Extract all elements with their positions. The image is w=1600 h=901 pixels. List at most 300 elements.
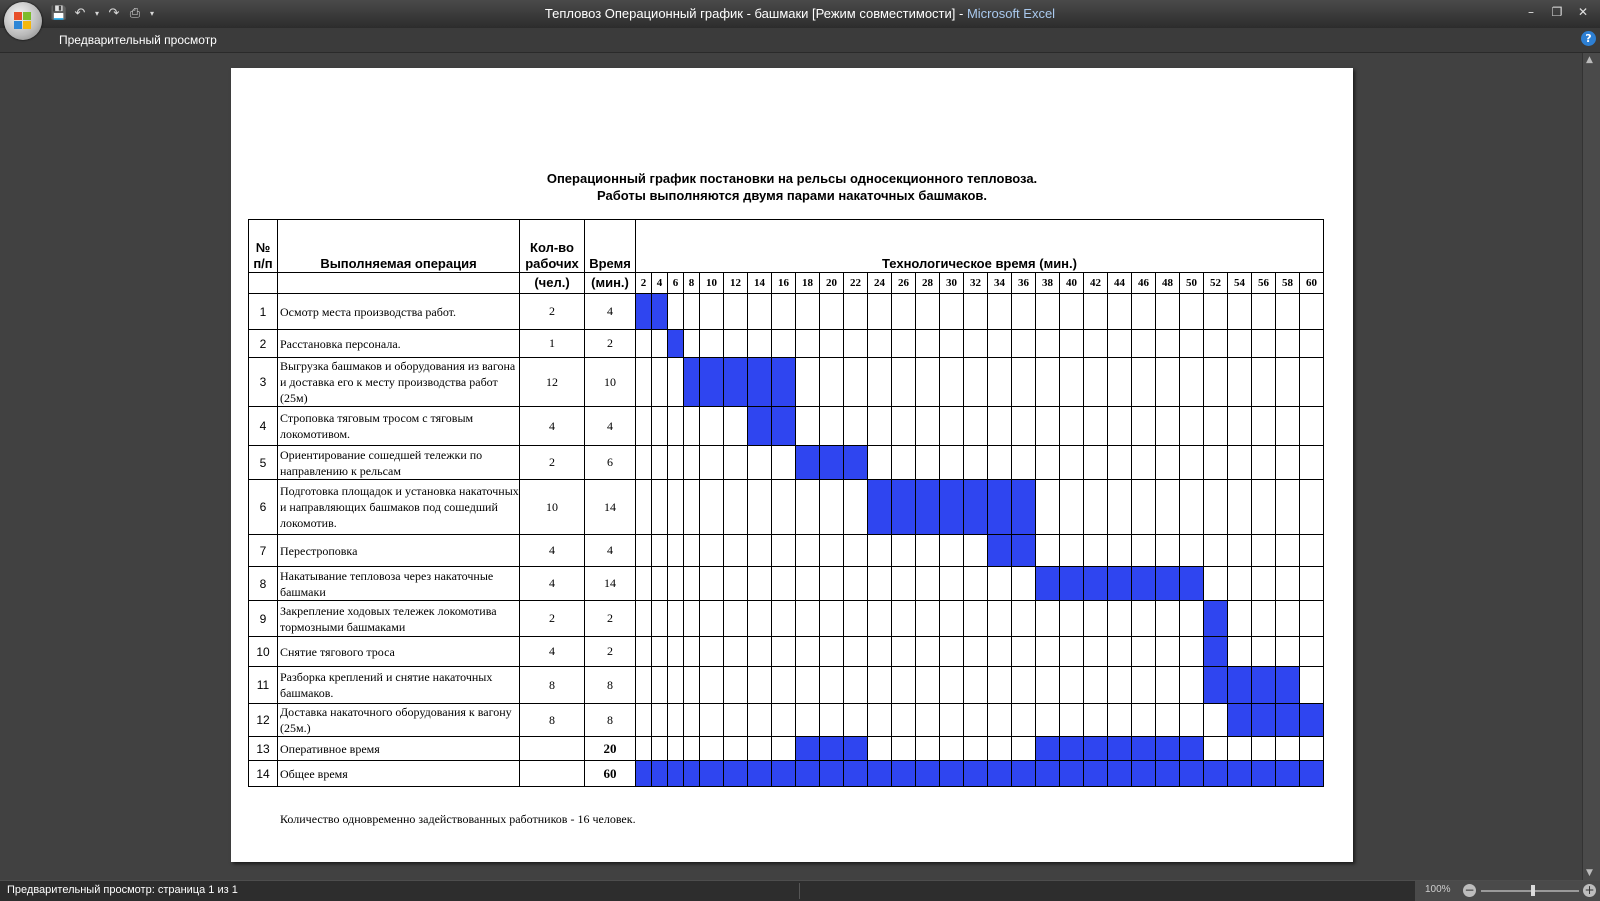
operation-name: Подготовка площадок и установка накаточных и направляющих башмаков под сошедший локомотив.: [278, 480, 520, 535]
time-tick: 32: [964, 273, 988, 294]
operation-name: Оперативное время: [278, 737, 520, 761]
undo-dropdown-icon[interactable]: ▾: [94, 9, 99, 18]
status-divider: [799, 883, 800, 899]
gantt-bar-cell: [684, 358, 700, 407]
office-button[interactable]: [4, 2, 42, 40]
minimize-icon[interactable]: –: [1528, 5, 1534, 19]
gantt-bar-cell: [1132, 567, 1156, 601]
gantt-cell: [684, 446, 700, 480]
scroll-down-icon[interactable]: ▼: [1586, 868, 1593, 878]
gantt-bar-cell: [796, 446, 820, 480]
zoom-level[interactable]: 100%: [1425, 884, 1451, 895]
gantt-bar-cell: [1252, 704, 1276, 737]
gantt-cell: [844, 480, 868, 535]
gantt-bar-cell: [1204, 601, 1228, 637]
gantt-cell: [796, 601, 820, 637]
gantt-cell: [1252, 637, 1276, 667]
gantt-cell: [1012, 567, 1036, 601]
gantt-bar-cell: [844, 761, 868, 787]
duration: 4: [585, 407, 636, 446]
gantt-cell: [988, 294, 1012, 330]
gantt-cell: [844, 601, 868, 637]
gantt-cell: [724, 446, 748, 480]
gantt-cell: [1108, 446, 1132, 480]
time-tick: 16: [772, 273, 796, 294]
time-tick: 48: [1156, 273, 1180, 294]
gantt-cell: [1300, 330, 1324, 358]
operation-name: Накатывание тепловоза через накаточные башмаки: [278, 567, 520, 601]
gantt-cell: [940, 446, 964, 480]
gantt-bar-cell: [652, 761, 668, 787]
gantt-cell: [892, 294, 916, 330]
gantt-cell: [1180, 330, 1204, 358]
gantt-cell: [636, 446, 652, 480]
gantt-cell: [1036, 637, 1060, 667]
gantt-cell: [724, 330, 748, 358]
row-number: 3: [249, 358, 278, 407]
gantt-cell: [1252, 407, 1276, 446]
gantt-cell: [916, 407, 940, 446]
gantt-cell: [684, 737, 700, 761]
duration: 20: [585, 737, 636, 761]
gantt-cell: [1252, 480, 1276, 535]
gantt-cell: [940, 358, 964, 407]
gantt-cell: [940, 667, 964, 704]
gantt-cell: [700, 480, 724, 535]
zoom-out-icon[interactable]: −: [1464, 883, 1475, 897]
gantt-cell: [1300, 358, 1324, 407]
gantt-bar-cell: [1012, 535, 1036, 567]
gantt-cell: [796, 358, 820, 407]
gantt-cell: [1132, 294, 1156, 330]
gantt-cell: [1300, 294, 1324, 330]
gantt-cell: [1060, 601, 1084, 637]
gantt-bar-cell: [1012, 480, 1036, 535]
gantt-cell: [1228, 358, 1252, 407]
time-tick: 22: [844, 273, 868, 294]
gantt-bar-cell: [820, 446, 844, 480]
gantt-cell: [636, 480, 652, 535]
status-bar: [0, 880, 1600, 901]
time-tick: 24: [868, 273, 892, 294]
gantt-cell: [684, 480, 700, 535]
row-number: 8: [249, 567, 278, 601]
row-number: 11: [249, 667, 278, 704]
gantt-cell: [1180, 637, 1204, 667]
gantt-cell: [820, 637, 844, 667]
time-tick: 4: [652, 273, 668, 294]
gantt-cell: [1108, 535, 1132, 567]
workers-count: 2: [520, 294, 585, 330]
undo-icon[interactable]: ↶: [74, 6, 86, 21]
gantt-cell: [652, 407, 668, 446]
gantt-cell: [700, 667, 724, 704]
print-icon[interactable]: ⎙: [129, 6, 141, 21]
gantt-cell: [820, 330, 844, 358]
gantt-cell: [868, 667, 892, 704]
duration: 60: [585, 761, 636, 787]
gantt-bar-cell: [820, 737, 844, 761]
gantt-cell: [724, 601, 748, 637]
gantt-cell: [748, 446, 772, 480]
table-row: [249, 330, 1324, 358]
operation-name: Снятие тягового троса: [278, 637, 520, 667]
gantt-cell: [748, 601, 772, 637]
time-tick: 28: [916, 273, 940, 294]
gantt-cell: [1180, 446, 1204, 480]
header-num: № п/п: [249, 220, 278, 273]
gantt-cell: [748, 330, 772, 358]
header-num-sub: [249, 273, 278, 294]
gantt-cell: [1300, 601, 1324, 637]
gantt-bar-cell: [868, 480, 892, 535]
gantt-cell: [700, 737, 724, 761]
time-tick: 52: [1204, 273, 1228, 294]
workers-count: 4: [520, 637, 585, 667]
gantt-cell: [636, 737, 652, 761]
row-number: 5: [249, 446, 278, 480]
gantt-cell: [868, 637, 892, 667]
close-icon[interactable]: ✕: [1577, 5, 1589, 19]
gantt-cell: [668, 567, 684, 601]
gantt-cell: [1252, 294, 1276, 330]
gantt-cell: [988, 358, 1012, 407]
gantt-cell: [1108, 330, 1132, 358]
gantt-cell: [796, 567, 820, 601]
gantt-bar-cell: [1012, 761, 1036, 787]
operation-name: Разборка креплений и снятие накаточных башмаков.: [278, 667, 520, 704]
gantt-cell: [916, 446, 940, 480]
header-time-unit: (мин.): [585, 273, 636, 294]
gantt-cell: [1180, 294, 1204, 330]
gantt-cell: [1012, 637, 1036, 667]
gantt-cell: [1108, 704, 1132, 737]
gantt-cell: [988, 601, 1012, 637]
gantt-cell: [724, 704, 748, 737]
gantt-cell: [868, 535, 892, 567]
gantt-cell: [964, 358, 988, 407]
gantt-cell: [1084, 637, 1108, 667]
gantt-cell: [1036, 330, 1060, 358]
duration: 14: [585, 567, 636, 601]
gantt-cell: [964, 667, 988, 704]
row-number: 2: [249, 330, 278, 358]
gantt-cell: [1276, 601, 1300, 637]
gantt-bar-cell: [988, 761, 1012, 787]
gantt-bar-cell: [940, 761, 964, 787]
gantt-cell: [636, 358, 652, 407]
gantt-cell: [964, 446, 988, 480]
gantt-cell: [1300, 667, 1324, 704]
gantt-cell: [724, 637, 748, 667]
gantt-cell: [636, 601, 652, 637]
restore-icon[interactable]: ❐: [1551, 5, 1563, 19]
gantt-cell: [748, 480, 772, 535]
gantt-cell: [1204, 535, 1228, 567]
gantt-cell: [1132, 446, 1156, 480]
gantt-cell: [1228, 407, 1252, 446]
gantt-cell: [668, 704, 684, 737]
gantt-bar-cell: [844, 737, 868, 761]
gantt-cell: [1228, 330, 1252, 358]
gantt-cell: [1060, 407, 1084, 446]
gantt-cell: [1252, 601, 1276, 637]
gantt-cell: [652, 330, 668, 358]
gantt-cell: [892, 567, 916, 601]
gantt-bar-cell: [684, 761, 700, 787]
gantt-cell: [1084, 480, 1108, 535]
gantt-bar-cell: [1036, 761, 1060, 787]
gantt-cell: [652, 601, 668, 637]
table-row: [249, 535, 1324, 567]
gantt-cell: [1156, 667, 1180, 704]
duration: 2: [585, 330, 636, 358]
page-title: [231, 170, 1353, 204]
time-tick: 2: [636, 273, 652, 294]
gantt-cell: [1204, 294, 1228, 330]
gantt-cell: [652, 358, 668, 407]
gantt-bar-cell: [1108, 567, 1132, 601]
gantt-cell: [772, 567, 796, 601]
gantt-cell: [636, 535, 652, 567]
gantt-cell: [964, 601, 988, 637]
table-row: [249, 294, 1324, 330]
gantt-cell: [668, 294, 684, 330]
gantt-cell: [748, 667, 772, 704]
gantt-cell: [916, 294, 940, 330]
gantt-cell: [796, 480, 820, 535]
time-tick: 54: [1228, 273, 1252, 294]
gantt-cell: [668, 601, 684, 637]
zoom-slider[interactable]: [1481, 890, 1579, 892]
gantt-cell: [1204, 737, 1228, 761]
gantt-cell: [700, 535, 724, 567]
gantt-cell: [820, 294, 844, 330]
gantt-cell: [1036, 294, 1060, 330]
gantt-bar-cell: [1180, 761, 1204, 787]
time-tick: 12: [724, 273, 748, 294]
gantt-bar-cell: [636, 761, 652, 787]
operation-name: Доставка накаточного оборудования к вагону (25м.): [278, 704, 520, 737]
gantt-cell: [916, 567, 940, 601]
gantt-bar-cell: [1132, 761, 1156, 787]
status-text: Предварительный просмотр: страница 1 из 1: [7, 884, 238, 896]
gantt-bar-cell: [636, 294, 652, 330]
gantt-cell: [1252, 330, 1276, 358]
customize-qat-icon[interactable]: ▾: [149, 9, 154, 18]
gantt-cell: [796, 535, 820, 567]
gantt-cell: [988, 704, 1012, 737]
zoom-slider-thumb[interactable]: [1531, 885, 1535, 896]
gantt-cell: [1276, 330, 1300, 358]
gantt-bar-cell: [700, 761, 724, 787]
gantt-bar-cell: [1228, 761, 1252, 787]
gantt-cell: [652, 567, 668, 601]
window-controls: [1520, 3, 1594, 21]
gantt-cell: [1276, 535, 1300, 567]
time-tick: 30: [940, 273, 964, 294]
table-row: [249, 446, 1324, 480]
gantt-cell: [1276, 637, 1300, 667]
gantt-cell: [964, 704, 988, 737]
gantt-cell: [1156, 446, 1180, 480]
operation-name: Строповка тяговым тросом с тяговым локомотивом.: [278, 407, 520, 446]
gantt-cell: [892, 637, 916, 667]
gantt-cell: [1036, 407, 1060, 446]
gantt-bar-cell: [1060, 567, 1084, 601]
gantt-cell: [1012, 294, 1036, 330]
gantt-cell: [1204, 407, 1228, 446]
help-icon[interactable]: ?: [1581, 31, 1596, 46]
duration: 8: [585, 704, 636, 737]
gantt-cell: [1228, 601, 1252, 637]
gantt-bar-cell: [748, 761, 772, 787]
gantt-cell: [916, 330, 940, 358]
time-tick: 50: [1180, 273, 1204, 294]
gantt-cell: [636, 407, 652, 446]
gantt-cell: [1300, 407, 1324, 446]
time-tick: 38: [1036, 273, 1060, 294]
gantt-cell: [636, 567, 652, 601]
gantt-bar-cell: [940, 480, 964, 535]
gantt-bar-cell: [1036, 567, 1060, 601]
gantt-bar-cell: [1252, 761, 1276, 787]
gantt-bar-cell: [1276, 667, 1300, 704]
gantt-cell: [1228, 480, 1252, 535]
workers-count: 2: [520, 601, 585, 637]
gantt-cell: [940, 330, 964, 358]
gantt-cell: [684, 601, 700, 637]
duration: 2: [585, 601, 636, 637]
duration: 6: [585, 446, 636, 480]
gantt-bar-cell: [1180, 567, 1204, 601]
gantt-cell: [988, 637, 1012, 667]
gantt-cell: [1228, 294, 1252, 330]
gantt-cell: [700, 407, 724, 446]
gantt-cell: [1300, 446, 1324, 480]
gantt-cell: [796, 704, 820, 737]
gantt-bar-cell: [724, 358, 748, 407]
gantt-bar-cell: [1204, 637, 1228, 667]
gantt-cell: [868, 446, 892, 480]
gantt-cell: [892, 704, 916, 737]
gantt-cell: [892, 737, 916, 761]
gantt-cell: [1300, 637, 1324, 667]
save-icon[interactable]: 💾: [50, 6, 68, 21]
gantt-cell: [1180, 535, 1204, 567]
gantt-cell: [1060, 358, 1084, 407]
gantt-cell: [724, 737, 748, 761]
time-tick: 20: [820, 273, 844, 294]
gantt-cell: [748, 294, 772, 330]
gantt-cell: [892, 535, 916, 567]
gantt-cell: [748, 637, 772, 667]
time-tick: 42: [1084, 273, 1108, 294]
table-row: [249, 358, 1324, 407]
table-row: [249, 761, 1324, 787]
gantt-cell: [636, 637, 652, 667]
gantt-cell: [1132, 535, 1156, 567]
gantt-cell: [1276, 294, 1300, 330]
gantt-bar-cell: [1180, 737, 1204, 761]
gantt-bar-cell: [988, 535, 1012, 567]
operation-name: Расстановка персонала.: [278, 330, 520, 358]
gantt-bar-cell: [1084, 761, 1108, 787]
row-number: 14: [249, 761, 278, 787]
gantt-cell: [700, 330, 724, 358]
gantt-cell: [1084, 601, 1108, 637]
gantt-cell: [916, 737, 940, 761]
gantt-cell: [1204, 446, 1228, 480]
scroll-up-icon[interactable]: ▲: [1586, 55, 1593, 65]
gantt-cell: [684, 667, 700, 704]
gantt-bar-cell: [1300, 761, 1324, 787]
gantt-cell: [636, 667, 652, 704]
gantt-cell: [1252, 567, 1276, 601]
duration: 4: [585, 535, 636, 567]
redo-icon[interactable]: ↷: [108, 6, 120, 21]
gantt-cell: [844, 330, 868, 358]
time-tick: 18: [796, 273, 820, 294]
gantt-cell: [1204, 330, 1228, 358]
gantt-cell: [1012, 737, 1036, 761]
duration: 10: [585, 358, 636, 407]
gantt-cell: [796, 330, 820, 358]
gantt-cell: [964, 535, 988, 567]
gantt-cell: [1036, 358, 1060, 407]
gantt-cell: [796, 637, 820, 667]
zoom-in-icon[interactable]: +: [1584, 883, 1595, 897]
vertical-scrollbar[interactable]: [1582, 53, 1600, 880]
printed-page: [231, 68, 1353, 862]
duration: 4: [585, 294, 636, 330]
gantt-cell: [1012, 358, 1036, 407]
app-name: Microsoft Excel: [966, 6, 1056, 21]
gantt-cell: [772, 637, 796, 667]
table-row: [249, 567, 1324, 601]
gantt-cell: [668, 358, 684, 407]
gantt-cell: [1228, 535, 1252, 567]
gantt-cell: [1300, 480, 1324, 535]
operation-name: Закрепление ходовых тележек локомотива тормозными башмаками: [278, 601, 520, 637]
gantt-cell: [772, 294, 796, 330]
gantt-cell: [868, 358, 892, 407]
gantt-cell: [772, 446, 796, 480]
gantt-cell: [964, 737, 988, 761]
gantt-cell: [844, 567, 868, 601]
gantt-cell: [1132, 601, 1156, 637]
document-name: Тепловоз Операционный график - башмаки [Режим совместимости]: [544, 6, 956, 21]
time-tick: 46: [1132, 273, 1156, 294]
print-preview-tab[interactable]: Предварительный просмотр: [59, 33, 217, 47]
gantt-bar-cell: [844, 446, 868, 480]
gantt-cell: [916, 704, 940, 737]
gantt-cell: [1276, 480, 1300, 535]
time-tick: 10: [700, 273, 724, 294]
gantt-bar-cell: [1252, 667, 1276, 704]
gantt-cell: [772, 330, 796, 358]
title-line-2: Работы выполняются двумя парами накаточных башмаков.: [596, 188, 987, 203]
header-workers-unit: (чел.): [520, 273, 585, 294]
duration: 2: [585, 637, 636, 667]
gantt-bar-cell: [1084, 737, 1108, 761]
gantt-cell: [988, 567, 1012, 601]
gantt-cell: [1084, 407, 1108, 446]
gantt-cell: [1180, 358, 1204, 407]
gantt-cell: [1180, 704, 1204, 737]
gantt-cell: [684, 330, 700, 358]
table-row: [249, 704, 1324, 737]
